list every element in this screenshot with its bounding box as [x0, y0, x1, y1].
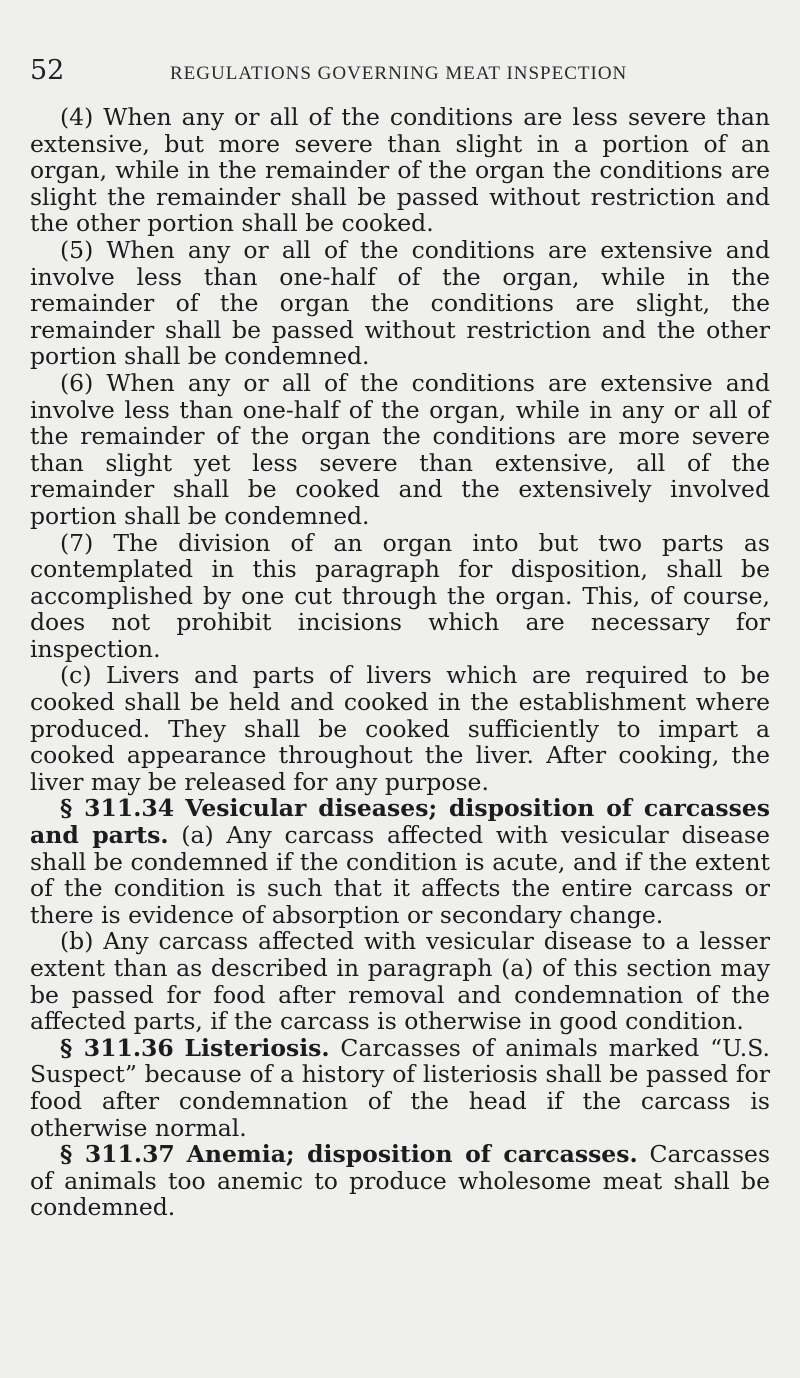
paragraph-7: [30, 530, 770, 663]
paragraph-text: (b) Any carcass affected with vesicular disease to a lesser extent than as described in paragraph (a) of this section may be passed for food after removal and condemnation of the affected parts, if the carcass is otherwise in good condition.: [30, 927, 770, 1036]
paragraph-b: [30, 928, 770, 1034]
section-311-36: [30, 1035, 770, 1141]
section-number: § 311.34: [60, 794, 175, 823]
body-text: [30, 104, 770, 1221]
section-number: § 311.36: [60, 1033, 174, 1062]
paragraph-text: (a) Any carcass affected with vesicular disease shall be condemned if the condition is acute, and if the extent of the condition is such that it affects the entire carcass or there is evidence of absorption or secondary change.: [30, 821, 770, 929]
section-title: Listeriosis.: [184, 1033, 330, 1062]
paragraph-text: (4) When any or all of the conditions are less severe than extensive, but more severe than slight in a portion of an organ, while in the remainder of the organ the conditions are slight the remainder shall be passed without restriction and the other portion shall be cooked.: [30, 103, 770, 238]
paragraph-text: Carcasses of animals too anemic to produce wholesome meat shall be condemned.: [30, 1140, 770, 1222]
paragraph-text: Carcasses of animals marked “U.S. Suspect” because of a history of listeriosis shall be passed for food after condemnation of the head if the carcass is otherwise normal.: [30, 1033, 770, 1142]
section-311-37: [30, 1141, 770, 1221]
section-311-34: [30, 795, 770, 928]
paragraph-5: [30, 237, 770, 370]
paragraph-text: (5) When any or all of the conditions are extensive and involve less than one-half of the organ, while in the remainder of the organ the conditions are slight, the remainder shall be passed without restriction and the other portion shall be condemned.: [30, 235, 770, 371]
paragraph-text: (c) Livers and parts of livers which are required to be cooked shall be held and cooked in the establishment where produced. They shall be cooked sufficiently to impart a cooked appearance throughout the liver. After cooking, the liver may be released for any purpose.: [30, 661, 770, 796]
paragraph-text: (7) The division of an organ into but two parts as contemplated in this paragraph for disposition, shall be accomplished by one cut through the organ. This, of course, does not prohibit incisions which are necessary for inspection.: [30, 528, 770, 663]
paragraph-6: [30, 370, 770, 530]
page-header: [30, 55, 770, 91]
paragraph-c: [30, 662, 770, 795]
section-title: Vesicular diseases; disposition of carcasses and parts.: [30, 794, 770, 850]
section-number: § 311.37: [60, 1140, 175, 1169]
running-head: REGULATIONS GOVERNING MEAT INSPECTION: [170, 63, 628, 84]
paragraph-4: [30, 104, 770, 237]
paragraph-text: (6) When any or all of the conditions are extensive and involve less than one-half of the organ, while in any or all of the remainder of the organ the conditions are more severe than slight yet less severe than extensive, all of the remainder shall be cooked and the extensively involved portion shall be condemned.: [30, 368, 770, 530]
section-title: Anemia; disposition of carcasses.: [186, 1140, 638, 1169]
page-number: 52: [30, 55, 65, 86]
